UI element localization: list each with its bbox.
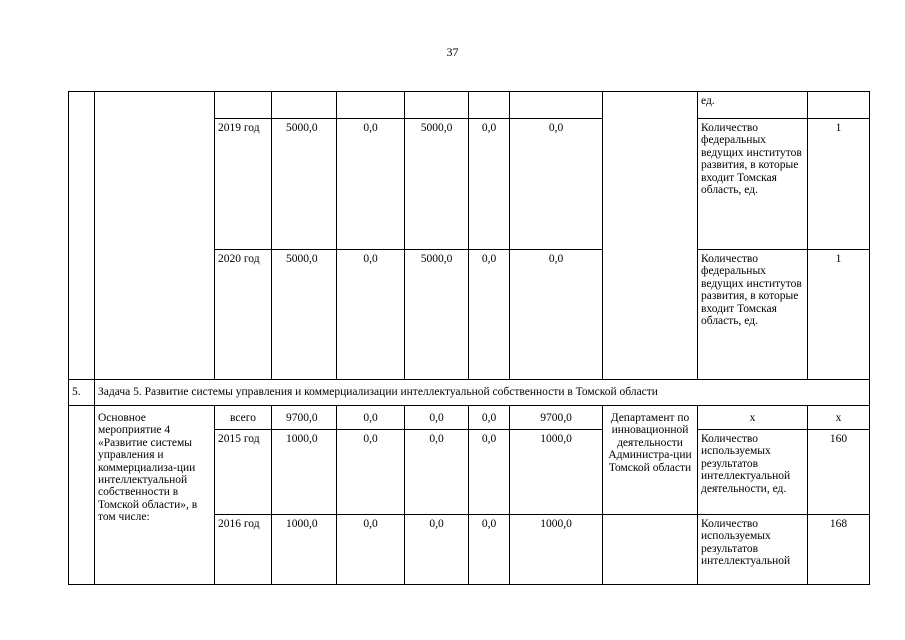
year-cell: 2016 год — [215, 515, 272, 585]
indicator-cell: Количество используемых результатов интеллектуальной деятельности, ед. — [698, 430, 808, 515]
table-row: 2019 год 5000,0 0,0 5000,0 0,0 0,0 Количество федеральных ведущих институтов развития, в которые входит Томская область, ед. 1 — [69, 119, 870, 250]
indicator-cell: ед. — [698, 92, 808, 119]
indicator-cell: Количество используемых результатов интеллектуальной — [698, 515, 808, 585]
table-row — [69, 92, 870, 119]
year-cell: 2020 год — [215, 250, 272, 380]
task-number: 5. — [69, 380, 95, 406]
indicator-cell: Количество федеральных ведущих институтов развития, в которые входит Томская область, ед. — [698, 250, 808, 380]
indicator-value: 160 — [808, 430, 870, 515]
year-cell: 2019 год — [215, 119, 272, 250]
table-row: 2020 год 5000,0 0,0 5000,0 0,0 0,0 Количество федеральных ведущих институтов развития, в которые входит Томская область, ед. 1 — [69, 250, 870, 380]
task-title: Задача 5. Развитие системы управления и коммерциализации интеллектуальной собственности в Томской области — [95, 380, 870, 406]
table-row: 2015 год 1000,0 0,0 0,0 0,0 1000,0 Количество используемых результатов интеллектуальной деятельности, ед. 160 — [69, 430, 870, 515]
year-cell: всего — [215, 406, 272, 430]
indicator-cell: Количество федеральных ведущих институтов развития, в которые входит Томская область, ед. — [698, 119, 808, 250]
indicator-cell: х — [698, 406, 808, 430]
year-cell: 2015 год — [215, 430, 272, 515]
table-row: Основное мероприятие 4 «Развитие системы управления и коммерциализа-ции интеллектуальной собственности в Томской области», в том числе: всего 9700,0 0,0 0,0 0,0 9700,0 Департамент по инновационной деятельности Администра-ции Томской области х х — [69, 406, 870, 430]
indicator-value: 1 — [808, 119, 870, 250]
indicator-value: 168 — [808, 515, 870, 585]
indicator-value: х — [808, 406, 870, 430]
indicator-value: 1 — [808, 250, 870, 380]
table-row: 2016 год 1000,0 0,0 0,0 0,0 1000,0 Количество используемых результатов интеллектуальной 168 — [69, 515, 870, 585]
executor: Департамент по инновационной деятельности Администра-ции Томской области — [603, 406, 698, 515]
program-table — [68, 91, 870, 585]
task-row — [69, 380, 870, 406]
page-number: 37 — [446, 45, 459, 59]
activity-name: Основное мероприятие 4 «Развитие системы управления и коммерциализа-ции интеллектуальной собственности в Томской области», в том числе: — [95, 406, 215, 585]
